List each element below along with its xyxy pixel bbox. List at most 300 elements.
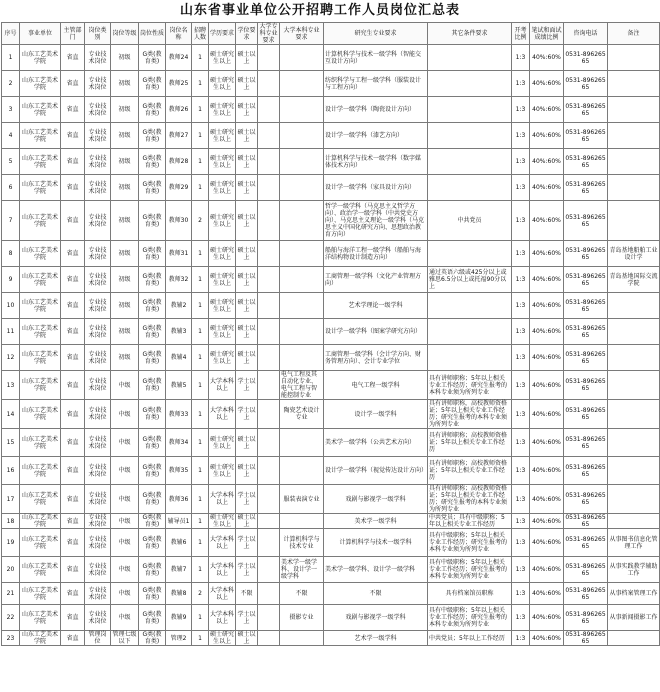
table-cell: 省直 xyxy=(61,123,85,149)
table-cell: 省直 xyxy=(61,175,85,201)
table-cell: 初级 xyxy=(111,345,139,371)
table-cell: 专业技术岗位 xyxy=(85,557,111,583)
table-cell: 9 xyxy=(2,267,20,293)
table-cell: 专业技术岗位 xyxy=(85,293,111,319)
table-cell: 专业技术岗位 xyxy=(85,345,111,371)
table-cell: 硕士以上 xyxy=(236,45,258,71)
table-cell: 专业技术岗位 xyxy=(85,485,111,514)
table-cell: 省直 xyxy=(61,71,85,97)
table-cell xyxy=(258,149,280,175)
table-cell: 硕士研究生以上 xyxy=(209,429,236,457)
table-cell: 硕士以上 xyxy=(236,97,258,123)
table-cell xyxy=(280,267,324,293)
table-cell: 学士以上 xyxy=(236,485,258,514)
table-cell xyxy=(280,345,324,371)
table-cell: 设计学一级学科（家具设计方向） xyxy=(324,175,428,201)
table-cell: 山东工艺美术学院 xyxy=(20,293,61,319)
table-cell: G类(教育类) xyxy=(139,605,166,631)
table-cell: 0531-89626565 xyxy=(565,514,606,528)
table-cell xyxy=(258,267,280,293)
table-cell: 中共党员；5年以上工作经历 xyxy=(428,631,512,646)
table-cell xyxy=(280,293,324,319)
table-cell: 40%:60% xyxy=(530,557,564,583)
table-cell: 1 xyxy=(192,457,209,485)
table-cell: 专业技术岗位 xyxy=(85,45,111,71)
table-cell xyxy=(428,175,512,201)
table-cell: 1 xyxy=(2,45,20,71)
table-cell: 1:3 xyxy=(512,514,530,529)
table-cell: 美术学一级学科（公共艺术方向） xyxy=(324,429,428,457)
table-cell: 0531-89626565 xyxy=(564,123,608,149)
table-cell: 硕士研究生以上 xyxy=(209,319,236,345)
table-cell: 1 xyxy=(192,605,209,631)
table-cell: 8 xyxy=(2,241,20,267)
table-cell: 初级 xyxy=(111,71,139,97)
table-cell: 山东工艺美术学院 xyxy=(20,201,61,241)
table-cell: 40%:60% xyxy=(530,293,564,319)
table-cell: 1:3 xyxy=(512,557,530,583)
table-cell: 具有档案馆员职称 xyxy=(428,583,512,605)
table-cell: G类(教育类) xyxy=(139,319,166,345)
table-cell xyxy=(428,123,512,149)
table-cell: 省直 xyxy=(61,345,85,371)
table-row xyxy=(2,241,660,267)
table-cell: 山东工艺美术学院 xyxy=(20,631,61,646)
column-header: 其它条件要求 xyxy=(428,23,512,45)
table-cell: 省直 xyxy=(61,97,85,123)
table-cell xyxy=(280,97,324,123)
table-cell: G类(教育类) xyxy=(139,175,166,201)
table-cell: 1:3 xyxy=(512,345,530,371)
table-cell: 学士以上 xyxy=(236,529,258,557)
table-cell: 0531-89626565 xyxy=(564,71,608,97)
table-cell: 1 xyxy=(192,97,209,123)
table-cell xyxy=(280,71,324,97)
table-cell: 硕士以上 xyxy=(236,319,258,345)
table-cell: 电气工程及其自动化专业、电气工程与智能控制专业 xyxy=(280,371,324,400)
table-cell: 22 xyxy=(2,605,20,631)
table-cell: 大学本科以上 xyxy=(209,400,236,429)
column-header: 岗位性质 xyxy=(139,23,166,45)
table-cell: 初级 xyxy=(111,97,139,123)
table-cell: 戏剧与影视学一级学科 xyxy=(324,605,428,631)
table-cell: 0531-89626565 xyxy=(564,371,608,400)
table-cell: G类(教育类) xyxy=(139,457,166,485)
table-cell xyxy=(258,485,280,514)
table-cell: 硕士以上 xyxy=(237,514,256,528)
table-cell: 1 xyxy=(192,45,209,71)
column-header: 笔试和面试成绩比例 xyxy=(530,23,564,45)
table-cell: 初级 xyxy=(111,319,139,345)
table-cell: 专业技术岗位 xyxy=(85,267,111,293)
table-cell xyxy=(608,429,660,457)
table-cell: 1:3 xyxy=(512,583,530,605)
table-row xyxy=(2,319,660,345)
table-cell: 硕士研究生以上 xyxy=(209,71,236,97)
table-cell: 0531-89626565 xyxy=(564,557,608,583)
table-cell: 0531-89626565 xyxy=(564,605,608,631)
table-cell: 山东工艺美术学院 xyxy=(20,400,61,429)
table-cell: 专业技术岗位 xyxy=(85,400,111,429)
table-cell: 40%:60% xyxy=(530,583,564,605)
table-cell: 专业技术岗位 xyxy=(85,175,111,201)
table-cell: 省直 xyxy=(61,631,85,646)
column-header: 开考比例 xyxy=(512,23,530,45)
table-cell: G类(教育类) xyxy=(139,514,166,529)
table-cell: 21 xyxy=(2,583,20,605)
table-cell xyxy=(608,201,660,241)
table-cell: 硕士研究生以上 xyxy=(209,345,236,371)
table-cell: 40%:60% xyxy=(530,45,564,71)
table-cell xyxy=(280,241,324,267)
table-cell: 省直 xyxy=(61,457,85,485)
table-cell: 省直 xyxy=(61,319,85,345)
table-cell: 大学本科以上 xyxy=(209,529,236,557)
table-cell: 硕士研究生以上 xyxy=(209,457,236,485)
table-cell: 硕士以上 xyxy=(236,123,258,149)
table-cell: 山东工艺美术学院 xyxy=(20,267,61,293)
table-cell: G类(教育类) xyxy=(139,45,166,71)
table-cell: 17 xyxy=(2,485,20,514)
table-cell xyxy=(280,149,324,175)
table-cell: 专业技术岗位 xyxy=(85,97,111,123)
table-cell xyxy=(608,293,660,319)
table-cell: 不限 xyxy=(324,583,428,605)
table-cell: 大学本科以上 xyxy=(209,485,236,514)
table-cell: 专业技术岗位 xyxy=(85,514,111,529)
table-cell: 7 xyxy=(2,201,20,241)
table-cell: 山东工艺美术学院 xyxy=(20,149,61,175)
table-cell: 教师36 xyxy=(166,485,192,514)
table-cell: 1:3 xyxy=(512,267,530,293)
table-cell: 中级 xyxy=(111,529,139,557)
table-cell: 戏剧与影视学一级学科 xyxy=(324,485,428,514)
table-cell xyxy=(608,175,660,201)
table-cell: 学士以上 xyxy=(236,605,258,631)
table-cell xyxy=(608,71,660,97)
table-cell: 计算机科学与技术一级学科（智能交互设计方向） xyxy=(324,45,428,71)
table-cell: 0531-89626565 xyxy=(564,241,608,267)
table-cell: 省直 xyxy=(61,371,85,400)
table-cell: 1 xyxy=(192,514,209,529)
table-cell xyxy=(280,319,324,345)
table-cell: 教辅7 xyxy=(166,557,192,583)
table-cell: 14 xyxy=(2,400,20,429)
table-cell: G类(教育类) xyxy=(139,267,166,293)
table-cell: 大学本科以上 xyxy=(209,371,236,400)
table-cell xyxy=(258,97,280,123)
table-cell: 山东工艺美术学院 xyxy=(20,514,61,529)
table-row xyxy=(2,400,660,429)
table-cell: 1:3 xyxy=(512,201,530,241)
table-cell: 计算机科学与技术一级学科 xyxy=(324,529,428,557)
table-cell: 1:3 xyxy=(512,293,530,319)
table-cell: 硕士以上 xyxy=(236,293,258,319)
table-header-row xyxy=(2,23,660,45)
table-cell: 山东工艺美术学院 xyxy=(20,97,61,123)
table-cell: G类(教育类) xyxy=(139,123,166,149)
table-cell: 1 xyxy=(192,485,209,514)
table-cell: 山东工艺美术学院 xyxy=(20,529,61,557)
table-cell: 初级 xyxy=(111,201,139,241)
table-cell: 设计学一级学科（漆艺方向） xyxy=(324,123,428,149)
table-cell xyxy=(428,241,512,267)
table-cell: 1:3 xyxy=(512,71,530,97)
table-cell: 20 xyxy=(2,557,20,583)
table-cell: 40%:60% xyxy=(530,485,564,514)
table-cell: 山东工艺美术学院 xyxy=(20,175,61,201)
table-cell: 0531-89626565 xyxy=(564,529,608,557)
table-cell: 40%:60% xyxy=(530,123,564,149)
table-cell: 学士以上 xyxy=(236,400,258,429)
table-cell: 40%:60% xyxy=(530,429,564,457)
table-cell: 教师32 xyxy=(166,267,192,293)
table-cell: 40%:60% xyxy=(530,605,564,631)
table-cell: 省直 xyxy=(61,514,85,529)
table-cell xyxy=(258,605,280,631)
table-cell: 硕士以上 xyxy=(236,267,258,293)
table-cell: 教辅6 xyxy=(166,529,192,557)
table-cell: 1:3 xyxy=(512,400,530,429)
table-cell: G类(教育类) xyxy=(139,583,166,605)
table-cell: 40%:60% xyxy=(530,175,564,201)
table-cell: 省直 xyxy=(61,485,85,514)
table-cell: 山东工艺美术学院 xyxy=(20,605,61,631)
table-cell: 山东工艺美术学院 xyxy=(20,319,61,345)
table-cell: 省直 xyxy=(61,149,85,175)
table-row xyxy=(2,631,660,646)
table-cell: 学士以上 xyxy=(236,557,258,583)
table-cell: 1:3 xyxy=(512,631,530,646)
table-cell: G类(教育类) xyxy=(139,293,166,319)
table-cell: 教辅5 xyxy=(166,371,192,400)
table-cell: 19 xyxy=(2,529,20,557)
table-row xyxy=(2,583,660,605)
table-cell: 山东工艺美术学院 xyxy=(20,557,61,583)
table-cell: 省直 xyxy=(61,293,85,319)
table-cell: 专业技术岗位 xyxy=(85,457,111,485)
table-cell xyxy=(258,123,280,149)
table-cell: 硕士以上 xyxy=(236,457,258,485)
table-cell: 1:3 xyxy=(512,149,530,175)
table-cell: 硕士以上 xyxy=(236,149,258,175)
table-cell: G类(教育类) xyxy=(139,371,166,400)
table-cell: 1 xyxy=(192,293,209,319)
column-header: 研究生专业要求 xyxy=(324,23,428,45)
table-cell: G类(教育类) xyxy=(139,71,166,97)
table-cell: 专业技术岗位 xyxy=(85,371,111,400)
table-cell: 硕士研究生以上 xyxy=(209,293,236,319)
table-cell xyxy=(258,201,280,241)
table-cell: 专业技术岗位 xyxy=(85,605,111,631)
table-cell: 硕士以上 xyxy=(236,175,258,201)
table-cell: 1:3 xyxy=(512,319,530,345)
table-cell: 设计学一级学科 xyxy=(324,400,428,429)
table-cell: 省直 xyxy=(61,400,85,429)
table-cell xyxy=(258,557,280,583)
table-cell xyxy=(428,71,512,97)
table-cell: 管理岗位 xyxy=(85,631,111,646)
table-cell: 工商管理一级学科（会计学方向、财务管理方向）、会计专业学位 xyxy=(324,345,428,371)
table-cell xyxy=(428,97,512,123)
table-cell: 11 xyxy=(2,319,20,345)
table-cell: 不限 xyxy=(236,583,258,605)
table-cell: 初级 xyxy=(111,241,139,267)
table-cell: 硕士研究生以上 xyxy=(209,149,236,175)
table-row xyxy=(2,429,660,457)
table-cell: 教师31 xyxy=(166,241,192,267)
table-cell xyxy=(608,485,660,514)
table-cell: 1 xyxy=(192,345,209,371)
table-cell: 0531-89626565 xyxy=(564,45,608,71)
table-cell: 1 xyxy=(192,631,209,646)
table-row xyxy=(2,529,660,557)
table-cell: 艺术学一级学科 xyxy=(324,631,428,646)
table-cell: 具有讲师职称；5年以上相关专业工作经历；研究生报考的本科专业须为所列专业 xyxy=(428,371,512,400)
table-cell: 中级 xyxy=(111,485,139,514)
table-cell: 中级 xyxy=(111,557,139,583)
column-header: 岗位类别 xyxy=(85,23,111,45)
table-cell xyxy=(608,345,660,371)
table-cell: 40%:60% xyxy=(530,457,564,485)
table-cell: 2 xyxy=(192,201,209,241)
table-cell xyxy=(258,71,280,97)
table-cell: 0531-89626565 xyxy=(564,429,608,457)
table-cell: 艺术学理论一级学科 xyxy=(324,293,428,319)
table-cell: 3 xyxy=(2,97,20,123)
table-cell xyxy=(258,457,280,485)
table-cell: 山东工艺美术学院 xyxy=(20,45,61,71)
table-cell: 1 xyxy=(192,319,209,345)
table-cell: 2 xyxy=(2,71,20,97)
table-cell: 0531-89626565 xyxy=(564,319,608,345)
table-cell: 省直 xyxy=(61,241,85,267)
table-cell: 计算机科学与技术专业 xyxy=(280,529,324,557)
table-cell: 40%:60% xyxy=(530,71,564,97)
table-cell: G类(教育类) xyxy=(139,529,166,557)
table-cell xyxy=(428,345,512,371)
table-cell: 船舶与海洋工程一级学科（船舶与海洋结构物设计制造方向） xyxy=(324,241,428,267)
table-cell: 硕士研究生以上 xyxy=(209,45,236,71)
table-cell xyxy=(608,631,660,646)
table-cell: 16 xyxy=(2,457,20,485)
table-cell: 学士以上 xyxy=(236,371,258,400)
table-cell: 山东工艺美术学院 xyxy=(20,345,61,371)
table-cell: 1:3 xyxy=(512,485,530,514)
table-cell: 设计学一级学科（图案学研究方向） xyxy=(324,319,428,345)
table-cell: 省直 xyxy=(61,583,85,605)
table-cell: 硕士以上 xyxy=(236,201,258,241)
table-cell: 40%:60% xyxy=(530,345,564,371)
table-cell: 1:3 xyxy=(512,529,530,557)
table-cell: 中共党员 xyxy=(428,201,512,241)
table-cell: 教师26 xyxy=(166,97,192,123)
table-cell xyxy=(608,400,660,429)
table-cell: 40%:60% xyxy=(530,201,564,241)
table-cell: 专业技术岗位 xyxy=(85,429,111,457)
table-cell: 美术学一级学科、设计学一级学科 xyxy=(324,557,428,583)
table-cell: 具有讲师职称；高校教师资格证；5年以上相关专业工作经历；研究生报考的本科专业须为所列专业 xyxy=(428,485,512,514)
table-cell: 初级 xyxy=(111,149,139,175)
table-cell: 0531-89626565 xyxy=(564,149,608,175)
table-cell: 硕士研究生以上 xyxy=(209,175,236,201)
table-cell: 0531-89626565 xyxy=(564,400,608,429)
table-cell: 1:3 xyxy=(512,605,530,631)
table-cell: 1 xyxy=(192,529,209,557)
table-row xyxy=(2,123,660,149)
table-cell xyxy=(280,123,324,149)
table-cell: 18 xyxy=(2,514,20,529)
table-cell: 教辅2 xyxy=(166,293,192,319)
table-cell: 山东工艺美术学院 xyxy=(20,583,61,605)
table-cell xyxy=(608,45,660,71)
table-cell xyxy=(280,457,324,485)
table-cell xyxy=(608,514,660,529)
table-cell: G类(教育类) xyxy=(139,557,166,583)
table-cell: 1:3 xyxy=(512,241,530,267)
table-cell: 40%:60% xyxy=(530,631,564,646)
table-cell: 硕士以上 xyxy=(236,71,258,97)
table-cell: 10 xyxy=(2,293,20,319)
table-cell xyxy=(258,429,280,457)
table-cell: 省直 xyxy=(61,201,85,241)
table-cell: 1:3 xyxy=(512,97,530,123)
table-cell: 1:3 xyxy=(512,457,530,485)
table-cell: 教师27 xyxy=(166,123,192,149)
table-cell xyxy=(258,345,280,371)
table-cell: 教师33 xyxy=(166,400,192,429)
table-cell: G类(教育类) xyxy=(139,97,166,123)
table-cell: 陶瓷艺术设计专业 xyxy=(280,400,324,429)
table-cell: 40%:60% xyxy=(530,267,564,293)
table-cell: 省直 xyxy=(61,557,85,583)
table-cell: 0531-89626565 xyxy=(564,293,608,319)
table-cell: 专业技术岗位 xyxy=(85,123,111,149)
table-cell: 中级 xyxy=(111,583,139,605)
table-cell xyxy=(280,45,324,71)
table-cell: 不限 xyxy=(280,583,324,605)
table-cell xyxy=(258,400,280,429)
table-cell: 摄影专业 xyxy=(280,605,324,631)
table-cell: 1 xyxy=(192,175,209,201)
table-cell: 1:3 xyxy=(512,175,530,201)
table-cell: 教师35 xyxy=(166,457,192,485)
table-cell: 0531-89626565 xyxy=(564,345,608,371)
column-header: 学位要求 xyxy=(236,23,258,45)
table-row xyxy=(2,371,660,400)
table-cell: 1 xyxy=(192,241,209,267)
table-cell: 40%:60% xyxy=(530,529,564,557)
page-title: 山东省事业单位公开招聘工作人员岗位汇总表 xyxy=(179,3,460,18)
table-row xyxy=(2,45,660,71)
table-cell: 山东工艺美术学院 xyxy=(20,241,61,267)
table-cell: 省直 xyxy=(61,529,85,557)
table-cell: 13 xyxy=(2,371,20,400)
table-cell: 专业技术岗位 xyxy=(85,241,111,267)
table-cell: 2 xyxy=(192,583,209,605)
table-cell: 硕士研究生以上 xyxy=(209,201,236,241)
table-cell xyxy=(258,293,280,319)
table-cell: 0531-89626565 xyxy=(564,175,608,201)
table-cell: 从事新闻摄影工作 xyxy=(608,605,660,631)
table-cell: 教师28 xyxy=(166,149,192,175)
table-cell: 硕士研究生以上 xyxy=(209,123,236,149)
table-cell: G类(教育类) xyxy=(139,485,166,514)
table-row xyxy=(2,345,660,371)
table-cell: 40%:60% xyxy=(530,319,564,345)
table-cell: 4 xyxy=(2,123,20,149)
table-cell xyxy=(258,583,280,605)
